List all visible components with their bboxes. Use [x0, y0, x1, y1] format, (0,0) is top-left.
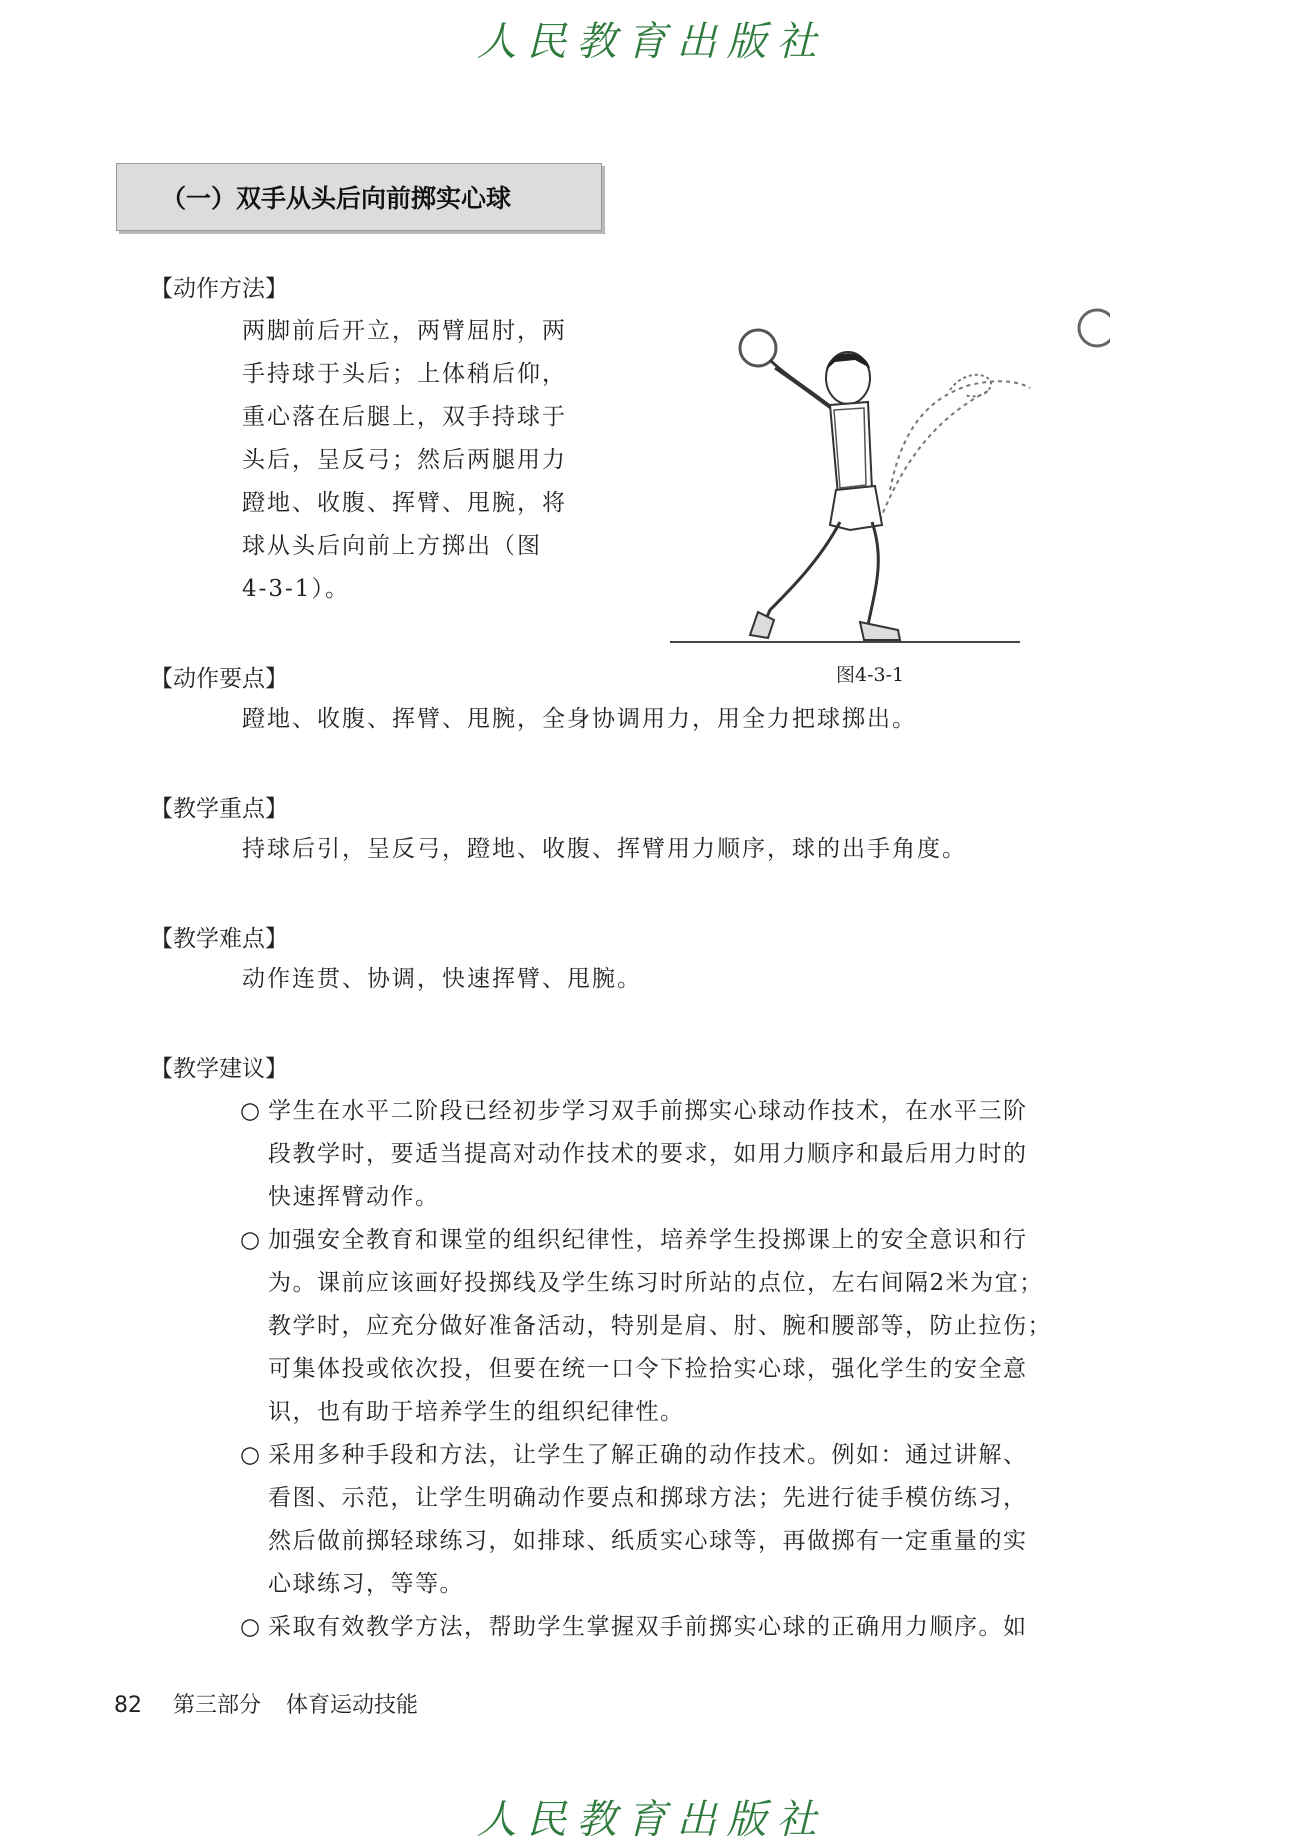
page-footer — [114, 1688, 418, 1719]
suggestion-line: 然后做前掷轻球练习，如排球、纸质实心球等，再做掷有一定重量的实 — [268, 1528, 1028, 1554]
publisher-logo-bottom: 人民教育出版社 — [476, 1797, 827, 1843]
athlete-back-shoe — [750, 612, 774, 638]
section-title: （一）双手从头后向前掷实心球 — [161, 184, 512, 213]
figure-caption: 图4-3-1 — [836, 664, 905, 686]
section-title-box — [116, 163, 602, 231]
key-points-text — [242, 698, 917, 741]
teaching-difficulty-line: 动作连贯、协调，快速挥臂、甩腕。 — [242, 966, 642, 992]
method-line: 球从头后向前上方掷出（图 — [242, 533, 542, 559]
teaching-focus-text — [242, 828, 967, 871]
suggestion-line: 可集体投或依次投，但要在统一口令下捡拾实心球，强化学生的安全意 — [268, 1356, 1028, 1382]
teaching-focus-label: 【教学重点】 — [150, 796, 288, 822]
suggestion-line: 采用多种手段和方法，让学生了解正确的动作技术。例如：通过讲解、 — [268, 1442, 1028, 1468]
method-line: 4-3-1）。 — [242, 576, 350, 602]
arm-trajectory-2 — [880, 390, 990, 520]
publisher-logo-top: 人民教育出版社 — [476, 19, 827, 65]
bullet-circle-icon: ○ — [240, 1098, 262, 1124]
method-paragraph — [242, 310, 567, 611]
suggestion-line: 加强安全教育和课堂的组织纪律性，培养学生投掷课上的安全意识和行 — [268, 1227, 1028, 1253]
suggestion-item — [240, 1434, 1140, 1606]
suggestion-line: 快速挥臂动作。 — [268, 1184, 440, 1210]
method-label: 【动作方法】 — [150, 276, 288, 302]
suggestion-item — [240, 1219, 1140, 1434]
bullet-circle-icon: ○ — [240, 1614, 262, 1640]
flying-ball — [1079, 310, 1110, 346]
page-number: 82 — [114, 1693, 142, 1718]
method-line: 手持球于头后；上体稍后仰， — [242, 361, 567, 387]
suggestion-item — [240, 1606, 1140, 1649]
teaching-difficulty-text — [242, 958, 642, 1001]
suggestion-line: 采取有效教学方法，帮助学生掌握双手前掷实心球的正确用力顺序。如 — [268, 1614, 1028, 1640]
suggestion-item — [240, 1090, 1140, 1219]
athlete-front-leg — [868, 522, 878, 625]
teaching-difficulty-label: 【教学难点】 — [150, 926, 288, 952]
arm-trajectory — [890, 381, 1030, 490]
athlete-back-leg — [762, 522, 840, 628]
suggestion-line: 看图、示范，让学生明确动作要点和掷球方法；先进行徒手模仿练习， — [268, 1485, 1028, 1511]
suggestion-line: 识，也有助于培养学生的组织纪律性。 — [268, 1399, 685, 1425]
suggestions-list — [240, 1090, 1140, 1649]
method-line: 头后，呈反弓；然后两腿用力 — [242, 447, 567, 473]
footer-part: 第三部分 — [173, 1693, 262, 1718]
figure-4-3-1 — [650, 290, 1110, 650]
suggestion-line: 教学时，应充分做好准备活动，特别是肩、肘、腕和腰部等，防止拉伤； — [268, 1313, 1052, 1339]
bullet-circle-icon: ○ — [240, 1227, 262, 1253]
suggestions-label: 【教学建议】 — [150, 1056, 288, 1082]
key-points-line: 蹬地、收腹、挥臂、甩腕，全身协调用力，用全力把球掷出。 — [242, 706, 917, 732]
method-line: 两脚前后开立，两臂屈肘，两 — [242, 318, 567, 344]
suggestion-line: 学生在水平二阶段已经初步学习双手前掷实心球动作技术，在水平三阶 — [268, 1098, 1028, 1124]
method-line: 重心落在后腿上，双手持球于 — [242, 404, 567, 430]
suggestion-line: 心球练习，等等。 — [268, 1571, 464, 1597]
suggestion-line: 为。课前应该画好投掷线及学生练习时所站的点位，左右间隔2米为宜； — [268, 1270, 1044, 1296]
method-line: 蹬地、收腹、挥臂、甩腕，将 — [242, 490, 567, 516]
athlete-front-shoe — [860, 622, 900, 640]
footer-chapter: 体育运动技能 — [286, 1693, 419, 1718]
teaching-focus-line: 持球后引，呈反弓，蹬地、收腹、挥臂用力顺序，球的出手角度。 — [242, 836, 967, 862]
key-points-label: 【动作要点】 — [150, 666, 288, 692]
suggestion-line: 段教学时，要适当提高对动作技术的要求，如用力顺序和最后用力时的 — [268, 1141, 1028, 1167]
bullet-circle-icon: ○ — [240, 1442, 262, 1468]
